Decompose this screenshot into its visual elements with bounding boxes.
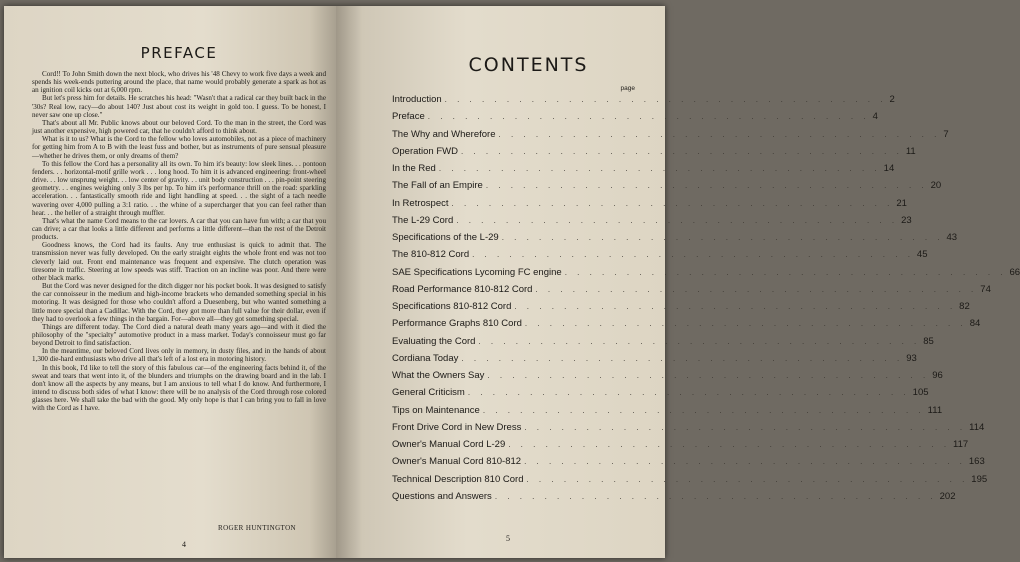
dot-leader: . . . . . . . . . . . . . . . . . . . . . . . . . . . . . . . . . . . .	[461, 146, 903, 156]
contents-entry	[392, 370, 943, 387]
contents-entry	[392, 490, 956, 508]
contents-entry	[392, 266, 1020, 284]
contents-entry-title: Introduction	[392, 94, 442, 105]
contents-entry	[392, 128, 949, 146]
contents-entry-title: What the Owners Say	[392, 370, 485, 381]
dot-leader: . . . . . . . . . . . . . . . . . . . . . . . . . . . . . . . . . . . .	[498, 129, 941, 139]
contents-entry-page: 85	[923, 335, 934, 347]
contents-entry-page: 20	[930, 180, 942, 192]
contents-entry	[392, 352, 917, 370]
contents-entry-title: Operation FWD	[392, 145, 458, 157]
contents-entry-page: 105	[912, 387, 929, 399]
dot-leader: . . . . . . . . . . . . . . . . . . . . . . . . . . . . . . . . . . . .	[564, 267, 1007, 277]
contents-entry-page: 163	[968, 456, 985, 468]
preface-paragraph: Cord!! To John Smith down the next block, who drives his '48 Chevy to work five days a week and spends his week-ends puttering around the place, that name would probably generate a spark as hot as an ignition coil kicks out at 6,000 rpm.	[32, 70, 326, 95]
dot-leader: . . . . . . . . . . . . . . . . . . . . . . . . . . . . . . . . . . . .	[487, 371, 930, 380]
dot-leader: . . . . . . . . . . . . . . . . . . . . . . . . . . . . . . . . . . . .	[456, 215, 899, 225]
contents-entry	[392, 404, 943, 422]
contents-entry	[392, 456, 985, 473]
contents-list	[392, 94, 1020, 508]
dot-leader: . . . . . . . . . . . . . . . . . . . . . . . . . . . . . . . . . . . .	[438, 164, 881, 173]
preface-paragraph: What is it to us? What is the Cord to the fellow who loves automobiles, not as a piece of machinery for getting him from A to B with the least fuss and bother, but as instruments of pure sensual pleasure—whether he drives them, or only dreams of them?	[32, 135, 326, 160]
contents-entry-page: 7	[943, 128, 949, 140]
contents-entry	[392, 387, 929, 404]
contents-entry	[392, 111, 878, 128]
preface-paragraph: To this fellow the Cord has a personality all its own. To him it's beauty: low sleek lines. . . pontoon fenders. . . horizontal-motif grille work . . . long hood. To him it is advanced engineering: front-wheel drive. . . low unsprung weight. . . low center of gravity. . . unit body construction . . . pin-point steering geometry. . . engines weighing only 3 lbs per hp. To him it's performance thrill on the road: sparkling acceleration. . . fantastically smooth ride and light handling at speed. . . the sight of a tach needle wavering over 4,000 pulling a 3:1 ratio. . . the whine of a supercharger that you can feel rather than hear. . . the heller of a straight through muffler.	[32, 159, 326, 217]
dot-leader: . . . . . . . . . . . . . . . . . . . . . . . . . . . . . . . . . . . .	[478, 336, 921, 346]
contents-entry-page: 21	[896, 197, 907, 209]
preface-paragraph: In the meantime, our beloved Cord lives only in memory, in dusty files, and in the hands of about 1,300 die-hard enthusiasts who drive all that's left of a lost era in motoring history.	[32, 347, 326, 364]
contents-entry-page: 195	[971, 473, 988, 485]
contents-entry-title: Performance Graphs 810 Cord	[392, 318, 522, 330]
contents-entry-page: 96	[932, 370, 943, 381]
contents-entry	[392, 318, 981, 335]
contents-entry-title: Cordiana Today	[392, 352, 459, 364]
right-page-number: 5	[506, 534, 510, 543]
contents-entry-page: 45	[916, 249, 928, 261]
contents-entry	[392, 439, 969, 456]
dot-leader: . . . . . . . . . . . . . . . . . . . . . . . . . . . . . . . . . . . .	[524, 457, 966, 467]
dot-leader: . . . . . . . . . . . . . . . . . . . . . . . . . . . . . . . . . . . .	[461, 353, 904, 363]
dot-leader: . . . . . . . . . . . . . . . . . . . . . . . . . . . . . . . . . . . .	[467, 388, 910, 398]
dot-leader: . . . . . . . . . . . . . . . . . . . . . . . . . . . . . . . . . . . .	[514, 302, 957, 311]
contents-entry-title: Questions and Answers	[392, 490, 492, 502]
contents-entry	[392, 335, 934, 353]
contents-entry-page: 14	[883, 163, 895, 174]
contents-entry	[392, 301, 970, 318]
contents-entry-page: 23	[901, 214, 912, 226]
dot-leader: . . . . . . . . . . . . . . . . . . . . . . . . . . . . . . . . . . . .	[485, 181, 928, 191]
contents-entry-page: 66	[1009, 266, 1020, 278]
left-page-number: 4	[182, 540, 186, 549]
contents-entry-page: 202	[939, 490, 956, 502]
preface-author: ROGER HUNTINGTON	[218, 524, 297, 532]
contents-entry-title: In the Red	[392, 163, 436, 174]
dot-leader: . . . . . . . . . . . . . . . . . . . . . . . . . . . . . . . . . . . .	[451, 198, 894, 208]
book-spread	[4, 6, 1020, 558]
contents-entry-title: Specifications 810-812 Cord	[392, 301, 512, 312]
contents-entry-title: Owner's Manual Cord L-29	[392, 439, 506, 450]
contents-entry-title: Evaluating the Cord	[392, 335, 476, 347]
contents-entry	[392, 473, 988, 491]
contents-entry-title: The Why and Wherefore	[392, 128, 496, 140]
contents-entry-page: 82	[959, 301, 970, 312]
preface-page	[4, 6, 336, 558]
preface-paragraph: That's about all Mr. Public knows about our beloved Cord. To the man in the street, the Cord was just another expensive, high powered car, that he couldn't afford to think about.	[32, 118, 326, 136]
contents-entry-page: 93	[906, 352, 917, 364]
contents-entry	[392, 180, 942, 197]
contents-entry-title: General Criticism	[392, 387, 465, 399]
preface-paragraph: Things are different today. The Cord died a natural death many years ago—and with it died the philosophy of the "specialty" automotive product in a mass market. Today's connoisseur must go far beyond Detroit to find satisfaction.	[32, 322, 326, 348]
dot-leader: . . . . . . . . . . . . . . . . . . . . . . . . . . . . . . . . . . . .	[535, 284, 978, 294]
dot-leader: . . . . . . . . . . . . . . . . . . . . . . . . . . . . . . . . . . . .	[501, 233, 944, 242]
page-column-label: page	[620, 85, 635, 92]
contents-title: CONTENTS	[468, 54, 589, 76]
contents-entry-page: 43	[946, 232, 958, 243]
dot-leader: . . . . . . . . . . . . . . . . . . . . . . . . . . . . . . . . . . . .	[444, 95, 887, 104]
contents-entry-title: SAE Specifications Lycoming FC engine	[392, 266, 562, 278]
contents-entry-title: Road Performance 810-812 Cord	[392, 283, 533, 295]
contents-entry-page: 84	[969, 318, 981, 330]
contents-entry-page: 4	[872, 111, 878, 123]
contents-entry-title: Technical Description 810 Cord	[392, 473, 524, 485]
dot-leader: . . . . . . . . . . . . . . . . . . . . . . . . . . . . . . . . . . . .	[524, 422, 967, 432]
preface-paragraph: But the Cord was never designed for the ditch digger nor his pocket book. It was designed to satisfy the car connoisseur in the medium and high-income brackets who demanded something special in his motoring. It was designed for those who couldn't afford a Duesenberg, but who wanted something a little more special than a Cadillac. With the Cord, they got more than full value for their dollar, even if they had to overlook a few things in the bargain. For—above all—they got something special.	[32, 282, 326, 323]
contents-entry-page: 117	[953, 439, 969, 450]
contents-entry	[392, 283, 991, 301]
contents-entry	[392, 197, 907, 215]
contents-entry-page: 74	[980, 283, 991, 295]
contents-entry-page: 2	[889, 94, 895, 105]
contents-entry	[392, 421, 985, 439]
contents-entry	[392, 214, 912, 232]
dot-leader: . . . . . . . . . . . . . . . . . . . . . . . . . . . . . . . . . . . .	[526, 474, 969, 484]
contents-page	[336, 6, 1020, 558]
dot-leader: . . . . . . . . . . . . . . . . . . . . . . . . . . . . . . . . . . . .	[494, 491, 937, 501]
preface-paragraph: That's what the name Cord means to the car lovers. A car that you can have fun with; a car that you can drive; a car that looks a little different and performs a little different—than the rest of the Detroit products.	[32, 216, 326, 242]
contents-entry	[392, 232, 958, 249]
contents-entry	[392, 249, 928, 266]
preface-paragraph: But let's press him for details. He scratches his head: "Wasn't that a radical car they built back in the '30s? Real low, racy—do about 140? Just about cost its weight in gold too. I guess. To be honest, I never saw one up close."	[32, 94, 326, 119]
dot-leader: . . . . . . . . . . . . . . . . . . . . . . . . . . . . . . . . . . . .	[482, 405, 925, 415]
contents-entry-title: The 810-812 Cord	[392, 249, 470, 261]
contents-entry-title: Front Drive Cord in New Dress	[392, 421, 522, 433]
preface-body	[32, 70, 326, 508]
contents-entry-title: Specifications of the L-29	[392, 232, 499, 243]
contents-entry-title: The Fall of an Empire	[392, 180, 483, 192]
preface-paragraph: In this book, I'd like to tell the story of this fabulous car—of the engineering facts behind it, of the sweat and tears that went into it, of the blunders and triumphs on the drawing board and in the lab. I don't know all the aspects by any means, but I am anxious to tell what I do know. And furthermore, I intend to discuss both sides of what I know: there will be no analysis of the Cord through rose colored glasses here. We shall take the bad with the good. My only hope is that I can bring you to fall in love with the Cord as I have.	[32, 363, 326, 413]
contents-entry-title: Tips on Maintenance	[392, 404, 480, 416]
contents-entry-page: 114	[969, 421, 985, 433]
contents-entry-title: Preface	[392, 111, 425, 123]
contents-entry-title: Owner's Manual Cord 810-812	[392, 456, 522, 468]
contents-entry-title: The L-29 Cord	[392, 214, 454, 226]
preface-title: PREFACE	[140, 44, 218, 62]
contents-entry-page: 11	[905, 145, 916, 157]
contents-entry	[392, 145, 916, 163]
contents-entry	[392, 163, 895, 180]
dot-leader: . . . . . . . . . . . . . . . . . . . . . . . . . . . . . . . . . . . .	[524, 319, 967, 329]
contents-entry-title: In Retrospect	[392, 197, 449, 209]
dot-leader: . . . . . . . . . . . . . . . . . . . . . . . . . . . . . . . . . . . .	[472, 250, 914, 260]
preface-paragraph: Goodness knows, the Cord had its faults. Any true enthusiast is quick to admit that. The transmission never was fully developed. On the early straight eights the whole front end was not too cleverly laid out. Front end maintenance was frequent and expensive. The clutch operation was tiresome in traffic. Steering at low speeds was stiff. Traction on an incline was poor. And there were other black marks.	[32, 241, 326, 282]
contents-entry	[392, 94, 895, 111]
contents-entry-page: 111	[927, 404, 943, 416]
dot-leader: . . . . . . . . . . . . . . . . . . . . . . . . . . . . . . . . . . . .	[508, 440, 951, 449]
dot-leader: . . . . . . . . . . . . . . . . . . . . . . . . . . . . . . . . . . . .	[427, 112, 870, 122]
